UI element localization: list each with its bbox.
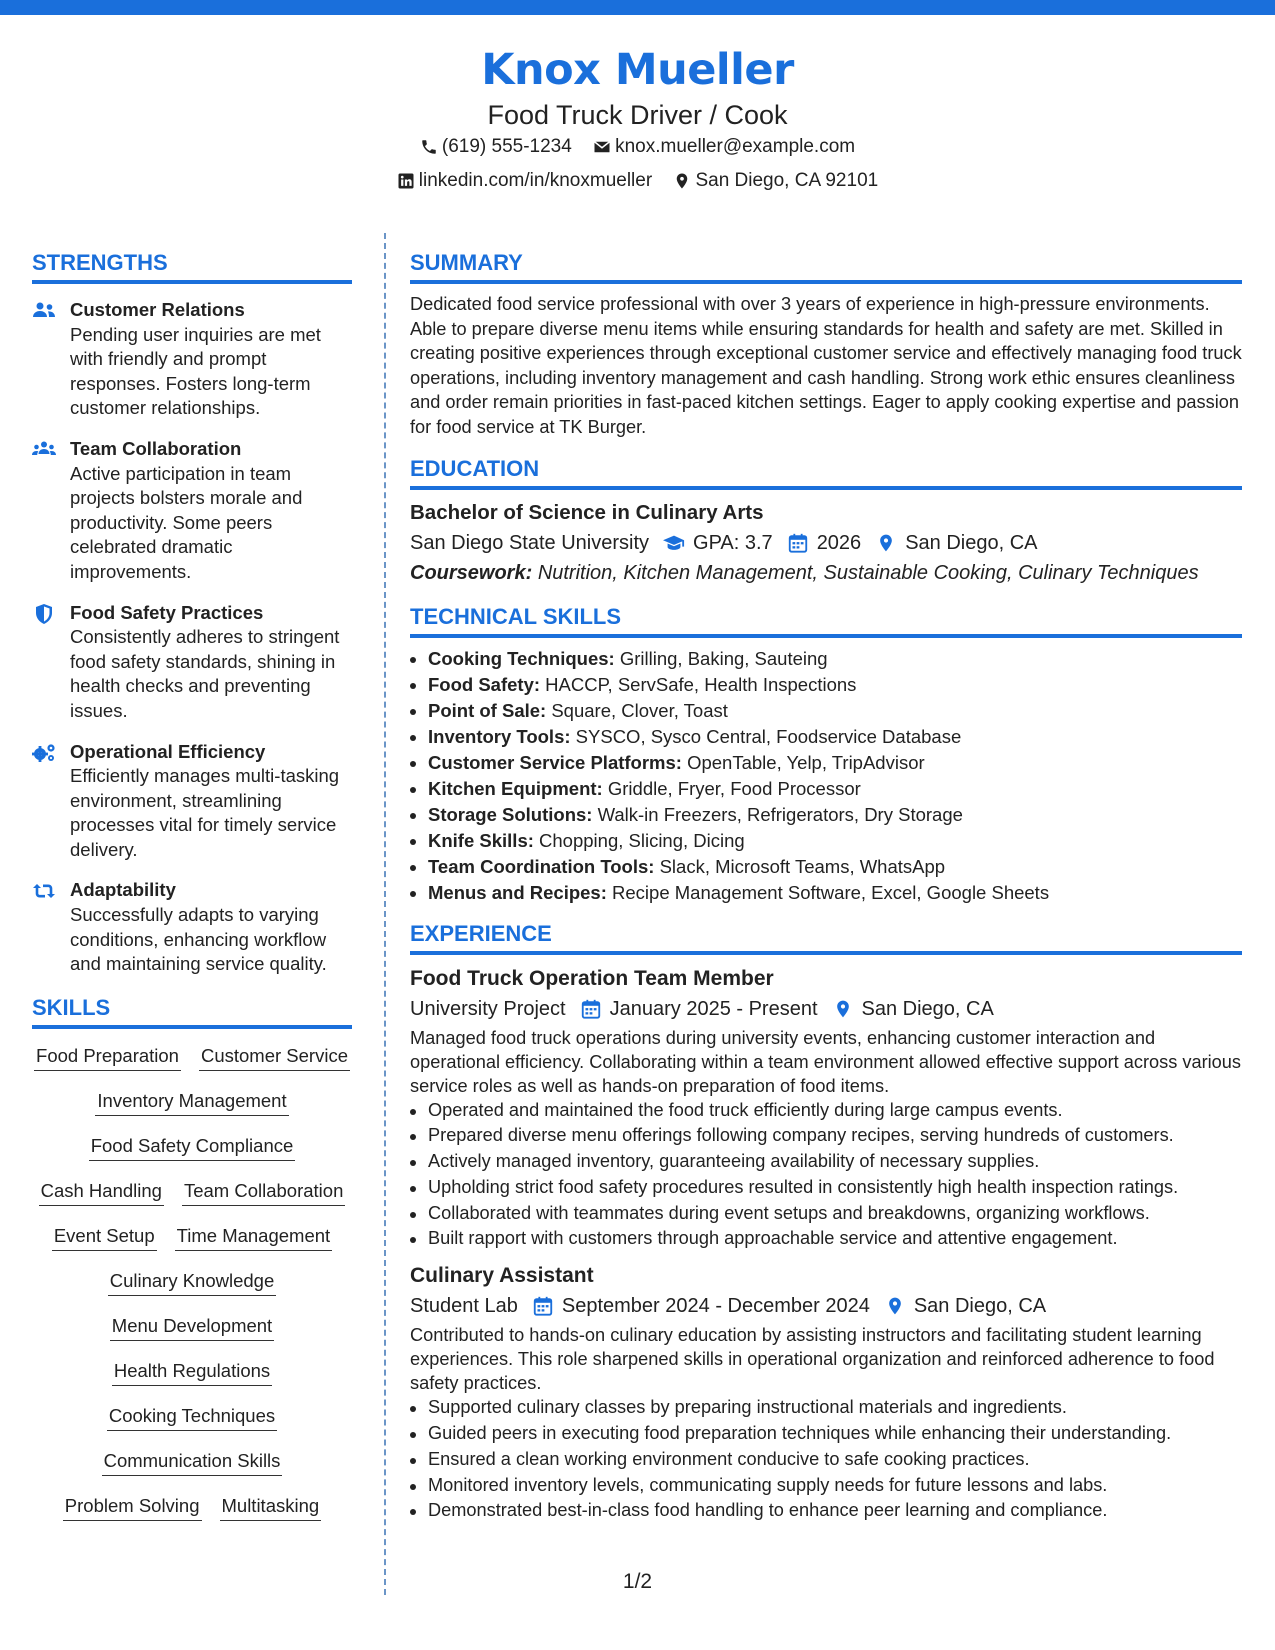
skill-tag: Food Safety Compliance (89, 1133, 296, 1161)
skill-tag: Communication Skills (102, 1448, 283, 1476)
strength-desc: Successfully adapts to varying conditions, enhancing workflow and maintaining service quality. (70, 904, 327, 975)
skill-tag: Health Regulations (112, 1358, 272, 1386)
contact-row-1 (0, 132, 1275, 166)
grad-year: 2026 (816, 531, 862, 554)
list-item: Operated and maintained the food truck efficiently during large campus events. (410, 1098, 1242, 1124)
phone-text: (619) 555-1234 (441, 136, 572, 157)
list-item: Supported culinary classes by preparing instructional materials and ingredients. (410, 1395, 1242, 1421)
strengths-list (32, 298, 352, 977)
column-divider (384, 233, 386, 1595)
map-pin-icon (884, 1296, 906, 1316)
email-text[interactable]: knox.mueller@example.com (615, 136, 856, 157)
skill-row (32, 1358, 352, 1403)
skill-row (32, 1268, 352, 1313)
map-pin-icon (673, 172, 691, 190)
list-item: Built rapport with customers through approachable service and attentive engagement. (410, 1226, 1242, 1252)
strength-title: Food Safety Practices (70, 601, 264, 623)
job-position: Food Truck Operation Team Member (410, 966, 774, 990)
list-item: Team Coordination Tools: Slack, Microsoft Teams, WhatsApp (410, 854, 1242, 880)
technical-skills-list (410, 646, 1242, 907)
job-dates: January 2025 - Present (609, 997, 818, 1020)
strength-item (32, 601, 352, 724)
experience-entry (410, 963, 1242, 1253)
job-title: Food Truck Driver / Cook (487, 100, 788, 130)
calendar-icon (532, 1296, 554, 1316)
skill-tag: Time Management (175, 1223, 333, 1251)
coursework-line (410, 558, 1242, 588)
list-item: Guided peers in executing food preparation techniques while enhancing their understanding. (410, 1421, 1242, 1447)
list-item: Storage Solutions: Walk-in Freezers, Refrigerators, Dry Storage (410, 802, 1242, 828)
school-name: San Diego State University (410, 531, 650, 554)
education-entry (410, 498, 1242, 588)
education-meta (410, 528, 1242, 558)
strength-item (32, 878, 352, 976)
email-item[interactable] (593, 132, 855, 162)
list-item: Menus and Recipes: Recipe Management Software, Excel, Google Sheets (410, 880, 1242, 906)
experience-heading: EXPERIENCE (410, 919, 1242, 955)
list-item: Collaborated with teammates during event setups and breakdowns, organizing workflows. (410, 1201, 1242, 1227)
gears-icon (32, 743, 56, 763)
resume-header (0, 40, 1275, 200)
job-org: University Project (410, 997, 566, 1020)
list-item: Monitored inventory levels, communicating supply needs for future lessons and labs. (410, 1473, 1242, 1499)
map-pin-icon (875, 533, 897, 553)
envelope-icon (593, 138, 611, 156)
job-location: San Diego, CA (861, 997, 994, 1020)
skill-tag: Team Collaboration (182, 1178, 345, 1206)
list-item: Inventory Tools: SYSCO, Sysco Central, Foodservice Database (410, 724, 1242, 750)
people-group-icon (32, 440, 56, 460)
strength-item (32, 437, 352, 585)
job-meta (410, 994, 1242, 1024)
gpa-text: GPA: 3.7 (693, 531, 773, 554)
list-item: Prepared diverse menu offerings following company recipes, serving hundreds of customers. (410, 1123, 1242, 1149)
location-text: San Diego, CA 92101 (695, 170, 879, 191)
summary-heading: SUMMARY (410, 248, 1242, 284)
degree-title: Bachelor of Science in Culinary Arts (410, 500, 764, 524)
job-dates: September 2024 - December 2024 (561, 1295, 870, 1318)
job-bullets (410, 1395, 1242, 1524)
list-item: Food Safety: HACCP, ServSafe, Health Inspections (410, 672, 1242, 698)
users-icon (32, 301, 56, 321)
contact-row-2 (0, 166, 1275, 200)
job-bullets (410, 1098, 1242, 1253)
linkedin-text[interactable]: linkedin.com/in/knoxmueller (418, 170, 653, 191)
strength-item (32, 740, 352, 863)
skill-tag: Event Setup (52, 1223, 157, 1251)
technical-skills-heading: TECHNICAL SKILLS (410, 602, 1242, 638)
list-item: Actively managed inventory, guaranteeing availability of necessary supplies. (410, 1149, 1242, 1175)
list-item: Point of Sale: Square, Clover, Toast (410, 698, 1242, 724)
shield-icon (32, 604, 56, 624)
strength-title: Adaptability (70, 879, 176, 901)
list-item: Cooking Techniques: Grilling, Baking, Sauteing (410, 646, 1242, 672)
list-item: Demonstrated best-in-class food handling to enhance peer learning and compliance. (410, 1498, 1242, 1524)
strength-desc: Active participation in team projects bolsters morale and productivity. Some peers celebrated dramatic improvements. (70, 462, 303, 582)
job-location: San Diego, CA (913, 1295, 1047, 1318)
location-item (673, 166, 878, 196)
education-heading: EDUCATION (410, 454, 1242, 490)
calendar-icon (787, 533, 809, 553)
skill-tag: Food Preparation (34, 1043, 181, 1071)
job-position: Culinary Assistant (410, 1264, 594, 1288)
skill-row (32, 1043, 352, 1088)
skill-tag: Culinary Knowledge (108, 1268, 277, 1296)
skill-row (32, 1133, 352, 1178)
skill-tag: Multitasking (220, 1493, 322, 1521)
job-org: Student Lab (410, 1295, 518, 1318)
strength-title: Team Collaboration (70, 437, 242, 459)
map-pin-icon (832, 999, 854, 1019)
coursework-text: Nutrition, Kitchen Management, Sustainable Cooking, Culinary Techniques (537, 561, 1199, 584)
skill-tag: Menu Development (110, 1313, 274, 1341)
strength-desc: Consistently adheres to stringent food safety standards, shining in health checks and preventing issues. (70, 626, 340, 721)
summary-text: Dedicated food service professional with over 3 years of experience in high-pressure environments. Able to prepare diverse menu items while ensuring standards for health and safety are met. Skilled in creating positive experiences through exceptional customer service and effectively managing food truck operations, including inventory management and cash handling. Strong work ethic ensures cleanliness and order remain priorities in fast-paced kitchen settings. Eager to apply cooking expertise and passion for food service at TK Burger. (410, 294, 1242, 437)
list-item: Customer Service Platforms: OpenTable, Yelp, TripAdvisor (410, 750, 1242, 776)
candidate-name: Knox Mueller (481, 45, 794, 95)
skill-tag: Problem Solving (63, 1493, 202, 1521)
skill-tag: Customer Service (199, 1043, 350, 1071)
linkedin-item[interactable] (397, 166, 652, 196)
skill-tag: Cash Handling (39, 1178, 164, 1206)
graduation-cap-icon (663, 533, 685, 553)
right-column (410, 248, 1242, 1524)
list-item: Upholding strict food safety procedures resulted in consistently high health inspection ratings. (410, 1175, 1242, 1201)
skill-row (32, 1223, 352, 1268)
skill-row (32, 1493, 352, 1538)
skill-row (32, 1178, 352, 1223)
calendar-icon (580, 999, 602, 1019)
strength-title: Operational Efficiency (70, 740, 266, 762)
linkedin-icon (397, 172, 415, 190)
skills-cloud (32, 1043, 352, 1538)
strength-desc: Pending user inquiries are met with friendly and prompt responses. Fosters long-term customer relationships. (70, 323, 321, 419)
strengths-heading: STRENGTHS (32, 248, 352, 284)
skill-row (32, 1088, 352, 1133)
skill-tag: Inventory Management (95, 1088, 288, 1116)
list-item: Knife Skills: Chopping, Slicing, Dicing (410, 828, 1242, 854)
page-number: 1/2 (622, 1570, 653, 1593)
skills-heading: SKILLS (32, 993, 352, 1029)
coursework-label: Coursework: (410, 561, 533, 584)
left-column (32, 248, 352, 1538)
experience-entry (410, 1260, 1242, 1524)
top-accent-bar (0, 0, 1275, 15)
skill-row (32, 1403, 352, 1448)
list-item: Kitchen Equipment: Griddle, Fryer, Food Processor (410, 776, 1242, 802)
education-location: San Diego, CA (905, 531, 1038, 554)
job-description: Contributed to hands-on culinary education by assisting instructors and facilitating student learning experiences. This role sharpened skills in operational organization and reinforced adherence to food safety practices. (410, 1325, 1215, 1394)
phone-icon (420, 138, 438, 156)
job-description: Managed food truck operations during university events, enhancing customer interaction and operational efficiency. Collaborating within a team environment allowed effective support across various service roles as well as hands-on preparation of food items. (410, 1027, 1242, 1096)
skill-row (32, 1313, 352, 1358)
skill-row (32, 1448, 352, 1493)
strength-item (32, 298, 352, 421)
phone-item (420, 132, 572, 162)
strength-desc: Efficiently manages multi-tasking environment, streamlining processes vital for timely service delivery. (70, 765, 340, 860)
job-meta (410, 1291, 1242, 1321)
list-item: Ensured a clean working environment conducive to safe cooking practices. (410, 1447, 1242, 1473)
retweet-icon (32, 881, 56, 901)
skill-tag: Cooking Techniques (107, 1403, 277, 1431)
strength-title: Customer Relations (70, 299, 245, 320)
